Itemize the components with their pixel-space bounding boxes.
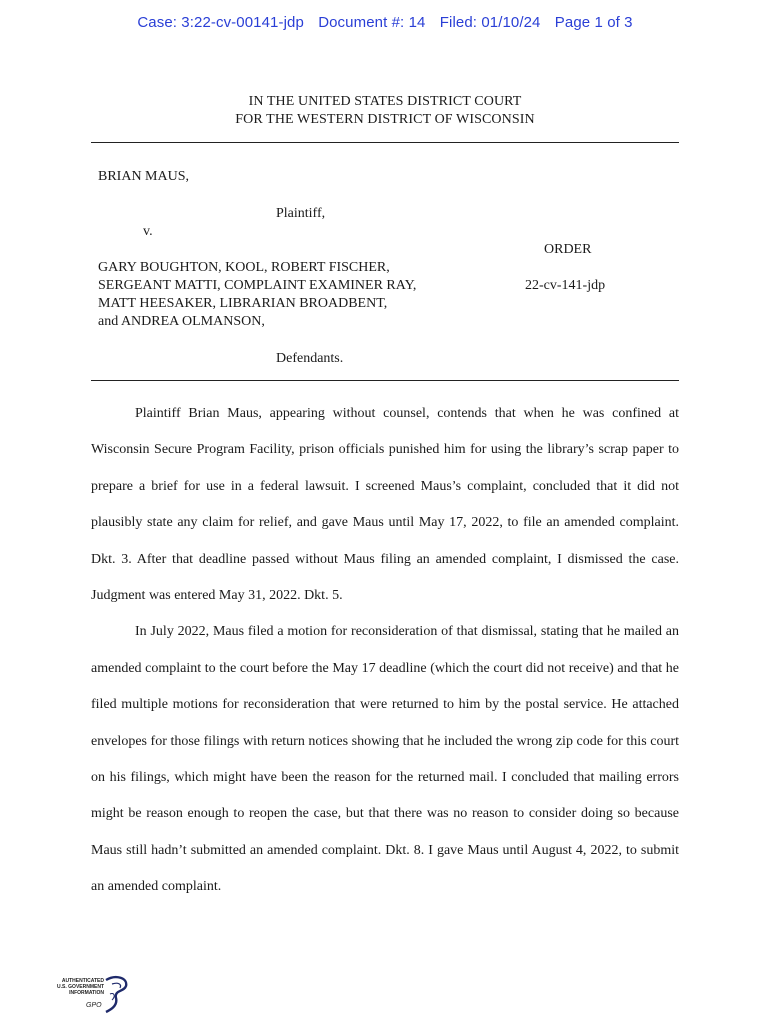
- plaintiff-name: BRIAN MAUS,: [98, 169, 190, 184]
- defendant-line: GARY BOUGHTON, KOOL, ROBERT FISCHER,: [98, 260, 390, 275]
- caption-bottom-rule: [91, 380, 679, 381]
- document-number-stamp: Document #: 14: [318, 14, 426, 31]
- defendants-list: [98, 259, 416, 331]
- plaintiff-label: Plaintiff,: [276, 206, 326, 221]
- gpo-authentication-seal: [44, 972, 134, 1016]
- order-title: ORDER: [544, 242, 592, 257]
- court-heading: [0, 93, 770, 129]
- gpo-seal-text: AUTHENTICATED U.S. GOVERNMENT INFORMATION: [57, 978, 104, 996]
- defendants-label: Defendants.: [276, 351, 344, 366]
- page-count-stamp: Page 1 of 3: [554, 14, 633, 31]
- gpo-mark-label: GPO: [86, 1002, 102, 1009]
- case-number: 22-cv-141-jdp: [525, 278, 606, 293]
- eagle-seal-icon: [102, 974, 132, 1014]
- court-name-line2: FOR THE WESTERN DISTRICT OF WISCONSIN: [235, 112, 535, 127]
- versus-label: v.: [143, 224, 153, 239]
- order-body: [91, 396, 679, 906]
- case-header-stamp: [0, 14, 770, 31]
- defendant-line: and ANDREA OLMANSON,: [98, 314, 265, 329]
- caption-top-rule: [91, 142, 679, 143]
- case-number-stamp: Case: 3:22-cv-00141-jdp: [137, 14, 304, 31]
- body-paragraph: Plaintiff Brian Maus, appearing without counsel, contends that when he was confined at Wisconsin Secure Program Facility, prison officials punished him for using the library’s scrap paper to prepare a brief for use in a federal lawsuit. I screened Maus’s complaint, concluded that it did not plausibly state any claim for relief, and gave Maus until May 17, 2022, to file an amended complaint. Dkt. 3. After that deadline passed without Maus filing an amended complaint, I dismissed the case. Judgment was entered May 31, 2022. Dkt. 5.: [91, 406, 679, 604]
- body-paragraph: In July 2022, Maus filed a motion for reconsideration of that dismissal, stating that he mailed an amended complaint to the court before the May 17 deadline (which the court did not receive) and that he filed multiple motions for reconsideration that were returned to him by the postal service. He attached envelopes for those filings with return notices showing that he included the wrong zip code for this court on his filings, which might have been the reason for the returned mail. I concluded that mailing errors might be reason enough to reopen the case, but that there was no reason to consider doing so because Maus still hadn’t submitted an amended complaint. Dkt. 8. I gave Maus until August 4, 2022, to submit an amended complaint.: [91, 624, 679, 895]
- filed-date-stamp: Filed: 01/10/24: [439, 14, 541, 31]
- defendant-line: MATT HEESAKER, LIBRARIAN BROADBENT,: [98, 296, 388, 311]
- defendant-line: SERGEANT MATTI, COMPLAINT EXAMINER RAY,: [98, 278, 417, 293]
- court-name-line1: IN THE UNITED STATES DISTRICT COURT: [248, 94, 522, 109]
